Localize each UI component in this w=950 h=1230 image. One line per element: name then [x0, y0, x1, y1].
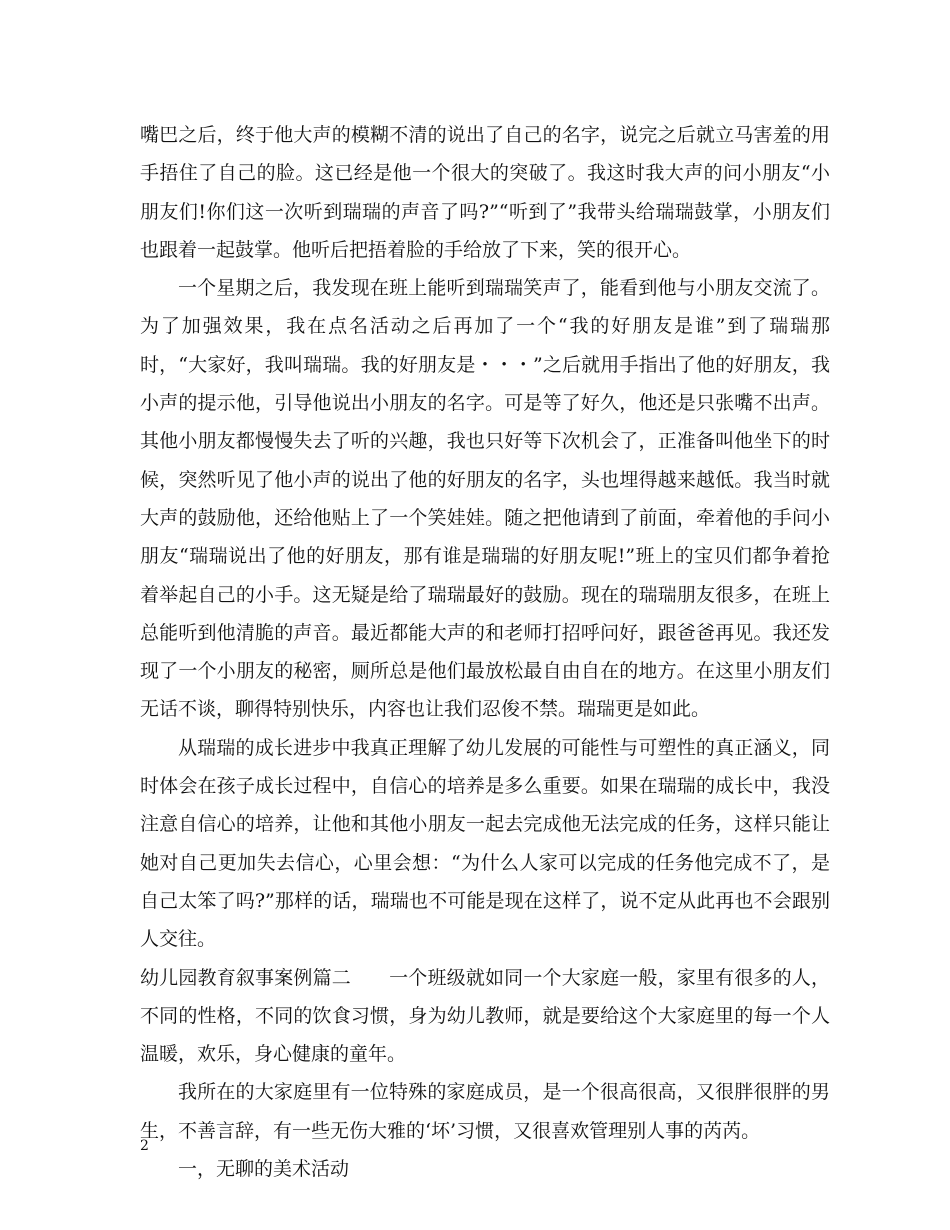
subheading-line: 一，无聊的美术活动	[178, 1158, 350, 1181]
paragraph-1: 嘴巴之后，终于他大声的模糊不清的说出了自己的名字，说完之后就立马害羞的用手捂住了自己的脸。这已经是他一个很大的突破了。我这时我大声的问小朋友“小朋友们!你们这一次听到瑞瑞的声音了吗?”“听到了”我带头给瑞瑞鼓掌，小朋友们也跟着一起鼓掌。他听后把捂着脸的手给放了下来，笑的很开心。	[140, 124, 830, 261]
paragraph-5: 我所在的大家庭里有一位特殊的家庭成员，是一个很高很高，又很胖很胖的男生，不善言辞，有一些无伤大雅的‘坏’习惯，又很喜欢管理别人事的芮芮。	[140, 1081, 830, 1142]
paragraph-3: 从瑞瑞的成长进步中我真正理解了幼儿发展的可能性与可塑性的真正涵义，同时体会在孩子成长过程中，自信心的培养是多么重要。如果在瑞瑞的成长中，我没注意自信心的培养，让他和其他小朋友一起去完成他无法完成的任务，这样只能让她对自己更加失去信心，心里会想：“为什么人家可以完成的任务他完成不了，是自己太笨了吗?”那样的话，瑞瑞也不可能是现在这样了，说不定从此再也不会跟别人交往。	[140, 736, 830, 951]
section-paragraph	[140, 959, 830, 1074]
section-intro-text: 一个班级就如同一个大家庭一般，家里有很多的人，不同的性格，不同的饮食习惯，身为幼儿教师，就是要给这个大家庭里的每一个人温暖，欢乐，身心健康的童年。	[140, 966, 830, 1066]
page-number: 2	[140, 1138, 149, 1154]
body-text	[140, 116, 830, 1188]
paragraph-2: 一个星期之后，我发现在班上能听到瑞瑞笑声了，能看到他与小朋友交流了。为了加强效果，我在点名活动之后再加了一个“我的好朋友是谁”到了瑞瑞那时，“大家好，我叫瑞瑞。我的好朋友是・・・”之后就用手指出了他的好朋友，我小声的提示他，引导他说出小朋友的名字。可是等了好久，他还是只张嘴不出声。其他小朋友都慢慢失去了听的兴趣，我也只好等下次机会了，正准备叫他坐下的时候，突然听见了他小声的说出了他的好朋友的名字，头也埋得越来越低。我当时就大声的鼓励他，还给他贴上了一个笑娃娃。随之把他请到了前面，牵着他的手问小朋友“瑞瑞说出了他的好朋友，那有谁是瑞瑞的好朋友呢!”班上的宝贝们都争着抢着举起自己的小手。这无疑是给了瑞瑞最好的鼓励。现在的瑞瑞朋友很多，在班上总能听到他清脆的声音。最近都能大声的和老师打招呼问好，跟爸爸再见。我还发现了一个小朋友的秘密，厕所总是他们最放松最自由自在的地方。在这里小朋友们无话不谈，聊得特别快乐，内容也让我们忍俊不禁。瑞瑞更是如此。	[140, 277, 830, 721]
section-heading: 幼儿园教育叙事案例篇二	[140, 966, 351, 989]
